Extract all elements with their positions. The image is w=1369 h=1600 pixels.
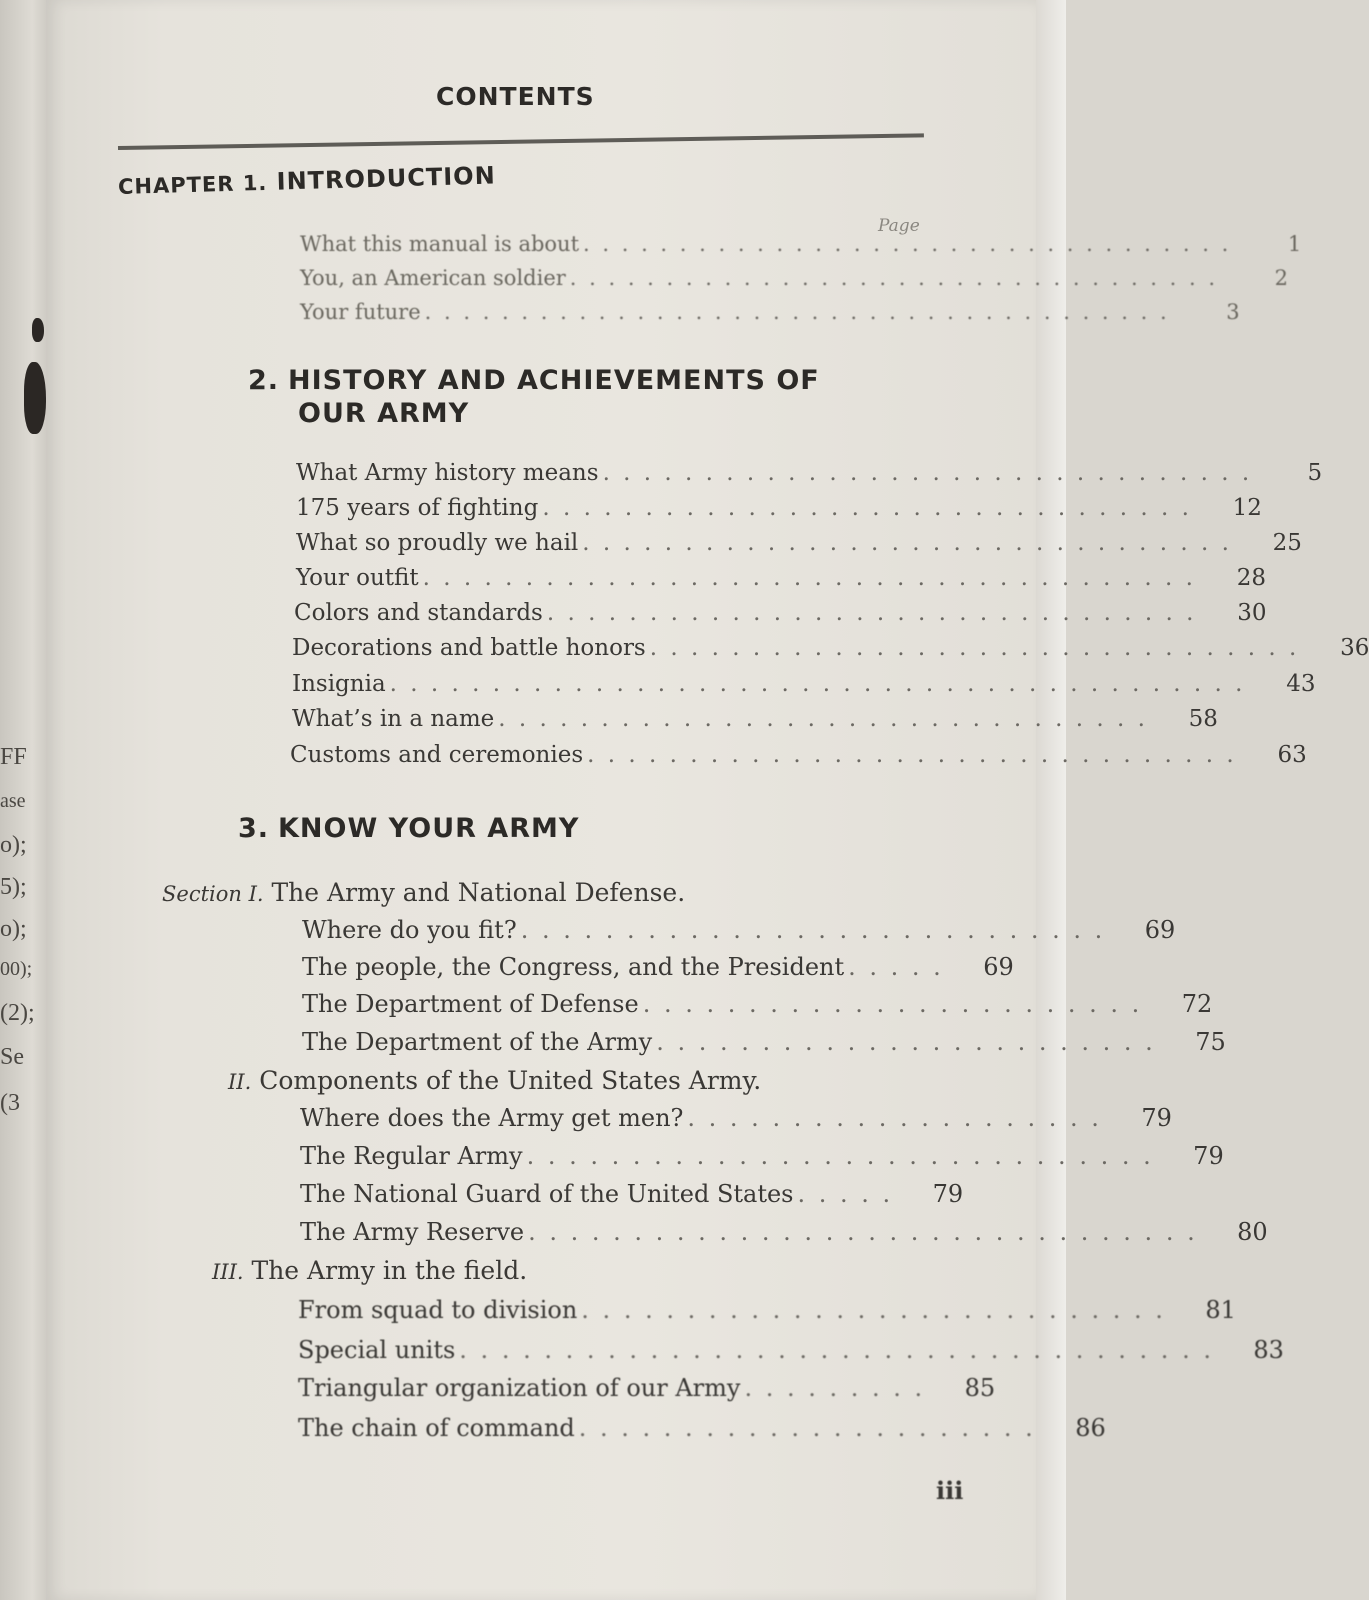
previous-page-edge <box>0 0 46 1600</box>
toc-entry-page: 79 <box>1193 1142 1224 1170</box>
section-title: The Army and National Defense. <box>271 878 686 907</box>
leader-dots: . . . . . . . . . . . . . . . . . . . . <box>687 1104 1102 1132</box>
previous-page-fragment: FF <box>0 744 27 770</box>
toc-entry-label: What this manual is about <box>300 232 580 256</box>
toc-entry <box>300 1218 1268 1246</box>
toc-entry-page: 43 <box>1286 671 1316 697</box>
leader-dots: . . . . . . . . . . . . . . . . . . . . . . . . . . . . . . <box>526 1142 1154 1170</box>
chapter-3-heading <box>238 812 579 845</box>
chapter-2-heading <box>248 364 820 430</box>
leader-dots: . . . . . . . . . . . . . . . . . . . . . . . . <box>642 990 1143 1018</box>
chapter-3-title: KNOW YOUR ARMY <box>278 813 580 844</box>
section-prefix: Section I. <box>162 882 264 906</box>
toc-entry <box>296 460 1323 486</box>
toc-entry-label: Your outfit <box>296 565 419 591</box>
toc-entry <box>300 1104 1172 1132</box>
toc-entry-label: The Department of the Army <box>302 1028 653 1056</box>
toc-entry-label: Decorations and battle honors <box>292 635 646 661</box>
section-heading <box>162 878 685 907</box>
previous-page-fragment: (3 <box>0 1090 20 1116</box>
toc-entry-page: 30 <box>1237 600 1267 626</box>
section-heading <box>228 1066 761 1095</box>
leader-dots: . . . . . . . . . . . . . . . . . . . . . . . . . . . . . . . . . . . . . . . . . . <box>389 671 1246 697</box>
toc-entry-page: 75 <box>1195 1028 1226 1056</box>
toc-entry-label: Your future <box>300 300 421 324</box>
chapter-3-number: 3. <box>238 813 270 844</box>
leader-dots: . . . . . . . . . . . . . . . . . . . . . . . . . . . . . . . . . . . . . . <box>422 565 1196 591</box>
leader-dots: . . . . . . . . . . . . . . . . . . . . . . . . . . . . . . . . . . <box>569 266 1219 290</box>
chapter-2-number: 2. <box>248 365 280 396</box>
leader-dots: . . . . . . . . . . . . . . . . . . . . . . . . . . . . . . . . <box>528 1218 1198 1246</box>
toc-entry-label: Customs and ceremonies <box>290 742 584 768</box>
leader-dots: . . . . . . . . . . . . . . . . . . . . . . . . . . . . . . . . <box>498 706 1148 732</box>
toc-entry <box>296 495 1262 521</box>
toc-entry-page: 58 <box>1188 706 1218 732</box>
toc-entry-label: The people, the Congress, and the President <box>302 953 845 981</box>
toc-entry-label: What’s in a name <box>292 706 495 732</box>
toc-entry-page: 1 <box>1287 232 1302 256</box>
toc-entry-page: 79 <box>1141 1104 1172 1132</box>
toc-entry <box>302 1028 1226 1056</box>
previous-page-fragment: o); <box>0 916 27 942</box>
toc-entry <box>302 953 1014 981</box>
chapter-2-title-line2: OUR ARMY <box>298 398 470 429</box>
toc-entry <box>298 1414 1106 1442</box>
binding-hole-mark <box>24 362 46 434</box>
toc-entry-page: 80 <box>1237 1218 1268 1246</box>
toc-entry <box>298 1374 996 1402</box>
toc-entry-page: 28 <box>1236 565 1266 591</box>
toc-entry <box>302 916 1176 944</box>
leader-dots: . . . . . . . . . . . . . . . . . . . . . . . . . . . . . . . . <box>546 600 1197 626</box>
section-title: Components of the United States Army. <box>259 1066 762 1095</box>
leader-dots: . . . . . . . . . . . . . . . . . . . . . . . . . . . . . . . . . . . . . . . <box>424 300 1170 324</box>
toc-entry <box>294 600 1267 626</box>
toc-entry-page: 81 <box>1205 1296 1236 1324</box>
chapter-1-prefix: CHAPTER 1. <box>117 170 268 199</box>
toc-entry-label: Insignia <box>292 671 386 697</box>
previous-page-fragment: 00); <box>0 958 33 980</box>
toc-entry-label: Where does the Army get men? <box>300 1104 684 1132</box>
section-prefix: II. <box>228 1070 252 1094</box>
previous-page-fragment: (2); <box>0 1000 35 1026</box>
leader-dots: . . . . . . . . . . . . . . . . . . . . . . . . . . . . . . . . <box>587 742 1237 768</box>
toc-entry-page: 83 <box>1253 1336 1284 1364</box>
toc-entry-page: 5 <box>1307 460 1323 486</box>
toc-entry-label: What Army history means <box>296 460 599 486</box>
toc-entry <box>292 635 1369 661</box>
toc-entry <box>296 565 1266 591</box>
binding-hole-mark <box>32 318 44 342</box>
leader-dots: . . . . . . . . . . . . . . . . . . . . . . . . . . . . . . . . . . . . <box>459 1336 1214 1364</box>
toc-entry-label: The Department of Defense <box>302 990 639 1018</box>
toc-entry <box>300 266 1289 290</box>
toc-entry-page: 69 <box>1144 916 1176 944</box>
leader-dots: . . . . . . . . . . . . . . . . . . . . . . . . . . . . . . . . <box>649 635 1300 661</box>
toc-entry-page: 36 <box>1340 635 1369 661</box>
leader-dots: . . . . . . . . . . . . . . . . . . . . . . . . . . . . . . . . <box>582 530 1232 556</box>
toc-entry-label: Where do you fit? <box>302 916 517 944</box>
page-number: iii <box>936 1476 964 1505</box>
chapter-1-title: INTRODUCTION <box>276 161 497 196</box>
toc-entry <box>292 671 1316 697</box>
toc-entry-label: You, an American soldier <box>300 266 566 290</box>
toc-entry-label: Colors and standards <box>294 600 543 626</box>
leader-dots: . . . . . . . . . <box>744 1374 926 1402</box>
section-title: The Army in the field. <box>251 1256 528 1285</box>
toc-entry-label: The Army Reserve <box>300 1218 525 1246</box>
toc-entry <box>300 232 1302 256</box>
leader-dots: . . . . . . . . . . . . . . . . . . . . . . . . . . . . . . . . <box>542 495 1192 521</box>
page-title: CONTENTS <box>436 82 595 111</box>
section-heading <box>212 1256 527 1285</box>
leader-dots: . . . . . . . . . . . . . . . . . . . . . . . . <box>656 1028 1156 1056</box>
leader-dots: . . . . . . . . . . . . . . . . . . . . . . . . . . . . <box>520 916 1106 944</box>
chapter-2-title-line1: HISTORY AND ACHIEVEMENTS OF <box>288 365 820 396</box>
toc-entry-page: 86 <box>1075 1414 1106 1442</box>
page-column-label: Page <box>878 216 920 236</box>
toc-entry-label: What so proudly we hail <box>296 530 579 556</box>
toc-entry <box>300 1180 964 1208</box>
toc-entry-page: 72 <box>1181 990 1213 1018</box>
toc-entry-page: 12 <box>1232 495 1262 521</box>
toc-entry-label: 175 years of fighting <box>296 495 539 521</box>
toc-entry-page: 79 <box>932 1180 964 1208</box>
toc-entry-page: 85 <box>964 1374 996 1402</box>
toc-entry-page: 2 <box>1274 266 1289 290</box>
toc-entry-page: 63 <box>1277 742 1307 768</box>
previous-page-fragment: ase <box>0 790 26 812</box>
previous-page-fragment: Se <box>0 1044 24 1070</box>
toc-entry <box>300 300 1240 324</box>
toc-entry-label: Triangular organization of our Army <box>298 1374 741 1402</box>
toc-entry <box>298 1296 1236 1324</box>
toc-entry-page: 25 <box>1272 530 1302 556</box>
toc-entry <box>296 530 1302 556</box>
previous-page-fragment: o); <box>0 832 27 858</box>
leader-dots: . . . . . <box>797 1180 894 1208</box>
toc-entry-label: The chain of command <box>298 1414 575 1442</box>
leader-dots: . . . . . <box>848 953 944 981</box>
toc-entry <box>290 742 1307 768</box>
toc-entry-label: The National Guard of the United States <box>300 1180 794 1208</box>
previous-page-fragment: 5); <box>0 874 27 900</box>
toc-entry-label: The Regular Army <box>300 1142 523 1170</box>
toc-entry <box>302 990 1213 1018</box>
toc-entry-label: Special units <box>298 1336 456 1364</box>
leader-dots: . . . . . . . . . . . . . . . . . . . . . . <box>578 1414 1036 1442</box>
toc-entry <box>292 706 1218 732</box>
leader-dots: . . . . . . . . . . . . . . . . . . . . . . . . . . . . . . . . . . <box>583 232 1232 256</box>
leader-dots: . . . . . . . . . . . . . . . . . . . . . . . . . . . . <box>581 1296 1166 1324</box>
leader-dots: . . . . . . . . . . . . . . . . . . . . . . . . . . . . . . . . <box>602 460 1253 486</box>
toc-entry-page: 69 <box>983 953 1014 981</box>
toc-entry <box>300 1142 1224 1170</box>
section-prefix: III. <box>212 1260 244 1284</box>
toc-entry-label: From squad to division <box>298 1296 578 1324</box>
toc-entry <box>298 1336 1284 1364</box>
toc-entry-page: 3 <box>1226 300 1240 324</box>
